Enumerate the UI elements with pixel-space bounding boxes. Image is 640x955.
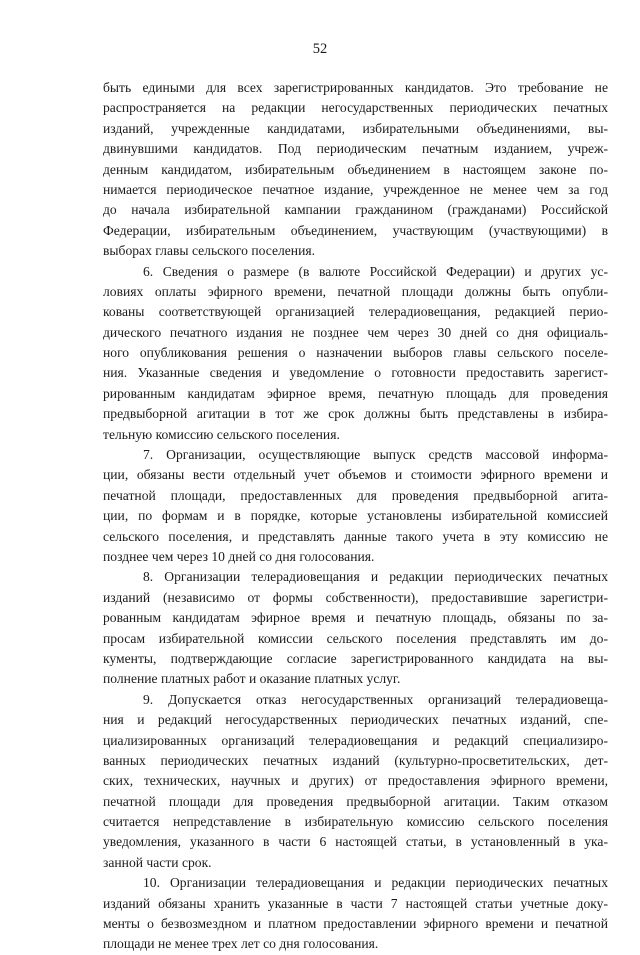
text-line: менты о безвозмездном и платном предоставлении эфирного времени и печатной xyxy=(103,916,608,932)
text-line: считается непредставление в избирательную комиссию сельского поселения xyxy=(103,814,608,830)
text-line: быть едиными для всех зарегистрированных кандидатов. Это требование не xyxy=(103,80,608,95)
paragraph-p10 xyxy=(103,873,608,955)
text-line: ния и редакций негосударственных периодических печатных изданий, спе- xyxy=(103,712,608,728)
text-line: позднее чем через 10 дней со дня голосования. xyxy=(103,548,375,564)
text-line: кументы, подтверждающие согласие зарегистрированного кандидата на вы- xyxy=(103,650,608,666)
text-line: рированным кандидатам эфирное время, печатную площадь для проведения xyxy=(103,385,608,401)
text-line: печатной площади, предоставленных для проведения предвыборной агита- xyxy=(103,487,608,503)
page-number: 52 xyxy=(312,41,328,57)
paragraph-cont xyxy=(103,78,608,262)
text-line: площади не менее трех лет со дня голосования. xyxy=(103,936,379,952)
text-line: ванных периодических печатных изданий (культурно-просветительских, дет- xyxy=(103,752,608,768)
text-line: до начала избирательной кампании гражданином (гражданами) Российской xyxy=(103,202,608,218)
paragraph-p9 xyxy=(103,690,608,874)
text-line: дического печатного издания не позднее чем через 30 дней со дня официаль- xyxy=(103,324,608,340)
text-line: изданий обязаны хранить указанные в части 7 настоящей статьи учетные доку- xyxy=(103,895,608,911)
paragraph-p7 xyxy=(103,445,608,567)
text-line: 9. Допускается отказ негосударственных организаций телерадиовеща- xyxy=(143,691,608,707)
text-line: двинувшими кандидатов. Под периодическим печатным изданием, учреж- xyxy=(103,141,608,157)
paragraph-p8 xyxy=(103,567,608,689)
text-line: ния. Указанные сведения и уведомление о готовности предоставить зарегист- xyxy=(103,365,608,381)
text-line: тельную комиссию сельского поселения. xyxy=(103,426,340,442)
text-line: 7. Организации, осуществляющие выпуск средств массовой информа- xyxy=(143,447,608,463)
text-line: ловиях оплаты эфирного времени, печатной площади должны быть опубли- xyxy=(103,283,608,299)
document-body xyxy=(103,78,608,955)
text-line: 6. Сведения о размере (в валюте Российской Федерации) и других ус- xyxy=(143,263,608,279)
text-line: предвыборной агитации в тот же срок должны быть представлены в избира- xyxy=(103,406,608,422)
text-line: Федерации, избирательным объединением, участвующим (участвующими) в xyxy=(103,222,608,238)
text-line: занной части срок. xyxy=(103,854,212,870)
text-line: ции, обязаны вести отдельный учет объемов и стоимости эфирного времени и xyxy=(103,467,608,483)
text-line: изданий, учрежденные кандидатами, избирательными объединениями, вы- xyxy=(103,120,608,136)
text-line: денным кандидатом, избирательным объединением в настоящем законе по- xyxy=(103,161,608,177)
text-line: печатной площади для проведения предвыборной агитации. Таким отказом xyxy=(103,793,608,809)
text-line: 8. Организации телерадиовещания и редакции периодических печатных xyxy=(143,569,608,585)
text-line: рованным кандидатам эфирное время и печатную площадь, обязаны по за- xyxy=(103,610,608,626)
text-line: просам избирательной комиссии сельского поселения представлять им до- xyxy=(103,630,608,646)
text-line: кованы соответствующей организацией телерадиовещания, редакцией перио- xyxy=(103,304,608,320)
paragraph-p6 xyxy=(103,262,608,446)
text-line: 10. Организации телерадиовещания и редакции периодических печатных xyxy=(143,875,608,891)
text-line: выборах главы сельского поселения. xyxy=(103,243,315,259)
text-line: изданий (независимо от формы собственности), предоставившие зарегистри- xyxy=(103,589,608,605)
text-line: уведомления, указанного в части 6 настоящей статьи, в установленный в ука- xyxy=(103,834,608,850)
text-line: циализированных организаций телерадиовещания и редакций специализиро- xyxy=(103,732,608,748)
text-line: распространяется на редакции негосударственных периодических печатных xyxy=(103,100,608,116)
text-line: нимается периодическое печатное издание, учрежденное не менее чем за год xyxy=(103,181,608,197)
text-line: полнение платных работ и оказание платных услуг. xyxy=(103,671,401,687)
text-line: ции, по формам и в порядке, которые установлены избирательной комиссией xyxy=(103,508,608,524)
text-line: ного опубликования решения о назначении выборов главы сельского поселе- xyxy=(103,345,608,361)
text-line: ских, технических, научных и других) от предоставления эфирного времени, xyxy=(103,773,608,789)
text-line: сельского поселения, и представлять данные такого учета в эту комиссию не xyxy=(103,528,608,544)
